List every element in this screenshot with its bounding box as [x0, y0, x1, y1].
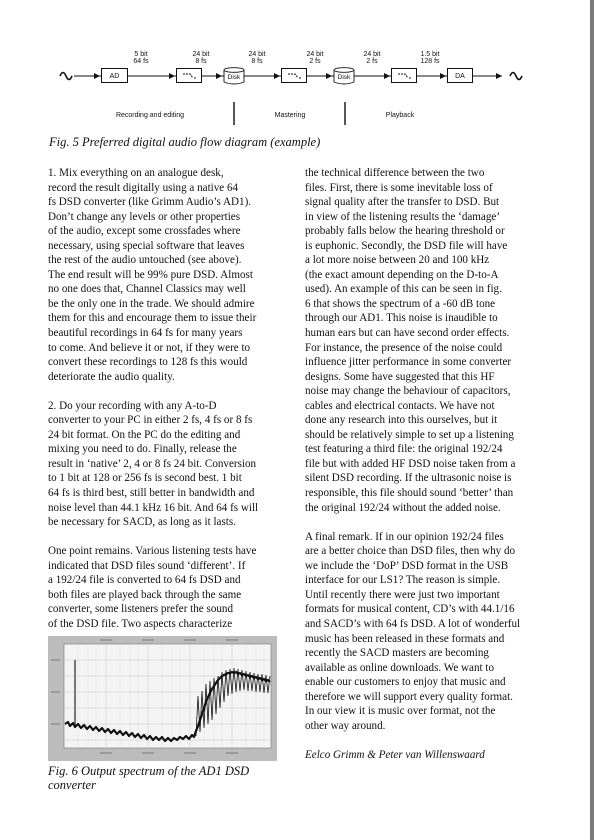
filter-icon	[177, 69, 201, 82]
filter-block	[176, 68, 202, 83]
filter-block	[281, 68, 307, 83]
stage-label: 24 bit 2 fs	[363, 51, 381, 65]
disk-label: Disk	[337, 74, 351, 81]
paragraph-4: the technical difference between the two files. First, there is some inevitable loss of signal quality after the transfer to DSD. But in view of the listening results the ‘damage’ probably falls below the hearing threshold or is euphonic. Secondly, the DSD file will have a lot more noise between 20 and 100 kHz (the exact amount depending on the D-to-A used). An example of this can be seen in fig. 6 that shows the spectrum of a -60 dB tone through our AD1. This noise is inaudible to human ears but can have second order effects. For instance, the presence of the noise could influence jitter performance in some converter designs. Some have suggested that this HF noise may change the behaviour of capacitors, cables and electrical contacts. We have not done any research into this ourselves, but it should be relatively simple to set up a listening test featuring a third file: the original 192/24 file but with added HF DSD noise taken from a silent DSD recording. If the ultrasonic noise is responsible, this file should sound ‘better’ than the original 192/24 without the added noise.	[305, 167, 516, 514]
viewer-background-edge	[590, 0, 594, 840]
filter-icon	[282, 69, 306, 82]
disk-block-2	[333, 67, 355, 85]
fig6-spectrum-plot	[48, 636, 277, 761]
signature: Eelco Grimm & Peter van Willenswaard	[305, 748, 485, 761]
fig5-caption: Fig. 5 Preferred digital audio flow diagram (example)	[49, 135, 321, 149]
stage-label: 5 bit 64 fs	[133, 51, 149, 65]
analog-output-symbol	[510, 73, 522, 80]
fig6-caption: Fig. 6 Output spectrum of the AD1 DSD converter	[48, 764, 250, 792]
section-label-recording: Recording and editing	[115, 112, 185, 119]
spectrum-plot-graphic	[48, 636, 277, 761]
da-converter-block: DA	[447, 68, 473, 83]
disk-block-1	[223, 67, 245, 85]
ad-converter-block: AD	[101, 68, 128, 83]
paragraph-3: One point remains. Various listening tests have indicated that DSD files sound ‘different’. If a 192/24 file is converted to 64 fs DSD and both files are played back through the same converter, some listeners prefer the sound of the DSD file. Two aspects characterize	[48, 545, 257, 630]
fig5-flow-diagram	[50, 48, 550, 128]
section-label-mastering: Mastering	[274, 112, 306, 119]
stage-label: 24 bit 2 fs	[306, 51, 324, 65]
section-label-playback: Playback	[385, 112, 415, 119]
right-column	[305, 166, 555, 762]
paragraph-2: 2. Do your recording with any A-to-D converter to your PC in either 2 fs, 4 fs or 8 fs 24 bit format. On the PC do the editing and mixing you need to do. Finally, release the result in ‘native’ 2, 4 or 8 fs 24 bit. Conversion to 1 bit at 128 or 256 fs is second best. 1 bit 64 fs is third best, still better in bandwidth and noise level than 44.1 kHz 16 bit. And 64 fs will be necessary for SACD, as long as it lasts.	[48, 399, 259, 529]
filter-icon	[392, 69, 416, 82]
stage-label: 1.5 bit 128 fs	[420, 51, 440, 65]
stage-label: 24 bit 8 fs	[248, 51, 266, 65]
paragraph-1: 1. Mix everything on an analogue desk, record the result digitally using a native 64 fs DSD converter (like Grimm Audio’s AD1). Don’t change any levels or other properties of the audio, except some crossfades where necessary, using special software that leaves the rest of the audio untouched (see above). The end result will be 99% pure DSD. Almost no one does that, Channel Classics may well be the only one in the trade. We should admire them for this and encourage them to issue their beautiful recordings in 64 fs for many years to come. And believe it or not, if they were to convert these recordings to 128 fs this would deteriorate the audio quality.	[48, 167, 257, 383]
left-column	[48, 166, 298, 632]
disk-label: Disk	[227, 74, 241, 81]
analog-input-symbol	[60, 73, 72, 80]
stage-label: 24 bit 8 fs	[192, 51, 210, 65]
paragraph-5: A final remark. If in our opinion 192/24 files are a better choice than DSD files, then why do we include the ‘DoP’ DSD format in the USB interface for our LS1? The reason is simple. Until recently there were just two important formats for musical content, CD’s with 44.1/16 and SACD’s with 64 fs DSD. A lot of wonderful music has been released in these formats and recently the SACD masters are becoming available as online downloads. We want to enable our customers to enjoy that music and therefore we will support every quality format. In our view it is music over format, not the other way around.	[305, 530, 521, 732]
filter-block	[391, 68, 417, 83]
